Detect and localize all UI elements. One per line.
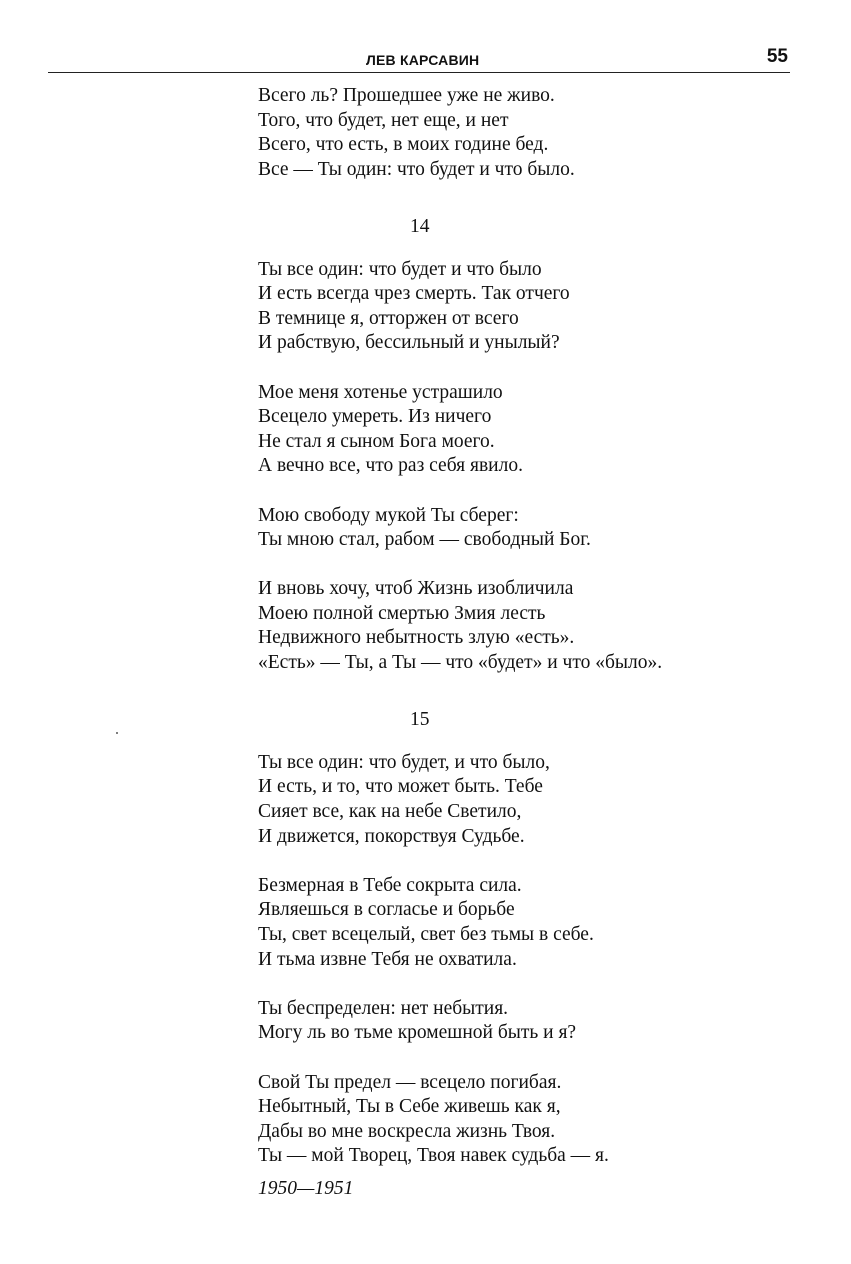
verse-line: И тьма извне Тебя не охватила. (258, 948, 517, 970)
verse-line: И вновь хочу, чтоб Жизнь изобличила (258, 578, 574, 600)
verse-line: Мою свободу мукой Ты сберег: (258, 504, 519, 526)
verse-line: Являешься в согласье и борьбе (258, 899, 515, 921)
verse-line: Ты все один: что будет и что было (258, 258, 542, 280)
poem-date: 1950—1951 (258, 1177, 354, 1199)
poem-number-14: 14 (410, 215, 430, 237)
poem-13-ending (258, 84, 778, 182)
stanza (258, 997, 778, 1046)
verse-line: Ты — мой Творец, Твоя навек судьба — я. (258, 1145, 609, 1167)
verse-line: «Есть» — Ты, а Ты — что «будет» и что «было». (258, 652, 663, 674)
verse-line: Ты мною стал, рабом — свободный Бог. (258, 529, 591, 551)
verse-line: Ты беспределен: нет небытия. (258, 997, 509, 1019)
running-head: ЛЕВ КАРСАВИН (366, 52, 480, 68)
verse-line: И есть, и то, что может быть. Тебе (258, 776, 543, 798)
poem-number-15: 15 (410, 709, 430, 731)
verse-line: Дабы во мне воскресла жизнь Твоя. (258, 1120, 556, 1142)
verse-line: Моею полной смертью Змия лесть (258, 602, 546, 624)
page-header (48, 44, 790, 73)
stanza (258, 874, 778, 972)
poem-15 (258, 751, 778, 1202)
verse-line: Ты все один: что будет, и что было, (258, 751, 550, 773)
verse-line: Безмерная в Тебе сокрыта сила. (258, 874, 522, 896)
stanza (258, 258, 778, 356)
poem-14 (258, 258, 778, 676)
verse-line: В темнице я, отторжен от всего (258, 307, 519, 329)
print-speck (116, 732, 118, 734)
verse-line: И есть всегда чрез смерть. Так отчего (258, 283, 570, 305)
verse-line: И рабствую, бессильный и унылый? (258, 332, 560, 354)
verse-line: Могу ль во тьме кромешной быть и я? (258, 1022, 577, 1044)
stanza (258, 577, 778, 675)
stanza (258, 751, 778, 849)
verse-line: Свой Ты предел — всецело погибая. (258, 1071, 562, 1093)
verse-line: Всего, что есть, в моих године бед. (258, 134, 549, 156)
verse-line: Небытный, Ты в Себе живешь как я, (258, 1096, 561, 1118)
verse-line: Недвижного небытность злую «есть». (258, 627, 575, 649)
verse-line: Не стал я сыном Бога моего. (258, 430, 495, 452)
verse-line: Того, что будет, нет еще, и нет (258, 109, 509, 131)
stanza (258, 381, 778, 479)
stanza (258, 504, 778, 553)
stanza (258, 1071, 778, 1169)
poem-text (258, 84, 778, 1202)
verse-line: Все — Ты один: что будет и что было. (258, 158, 575, 180)
page-number: 55 (766, 46, 788, 67)
verse-line: И движется, покорствуя Судьбе. (258, 825, 525, 847)
verse-line: А вечно все, что раз себя явило. (258, 455, 523, 477)
verse-line: Всецело умереть. Из ничего (258, 406, 492, 428)
verse-line: Мое меня хотенье устрашило (258, 381, 503, 403)
verse-line: Сияет все, как на небе Светило, (258, 801, 522, 823)
verse-line: Ты, свет всецелый, свет без тьмы в себе. (258, 924, 594, 945)
verse-line: Всего ль? Прошедшее уже не живо. (258, 85, 555, 106)
